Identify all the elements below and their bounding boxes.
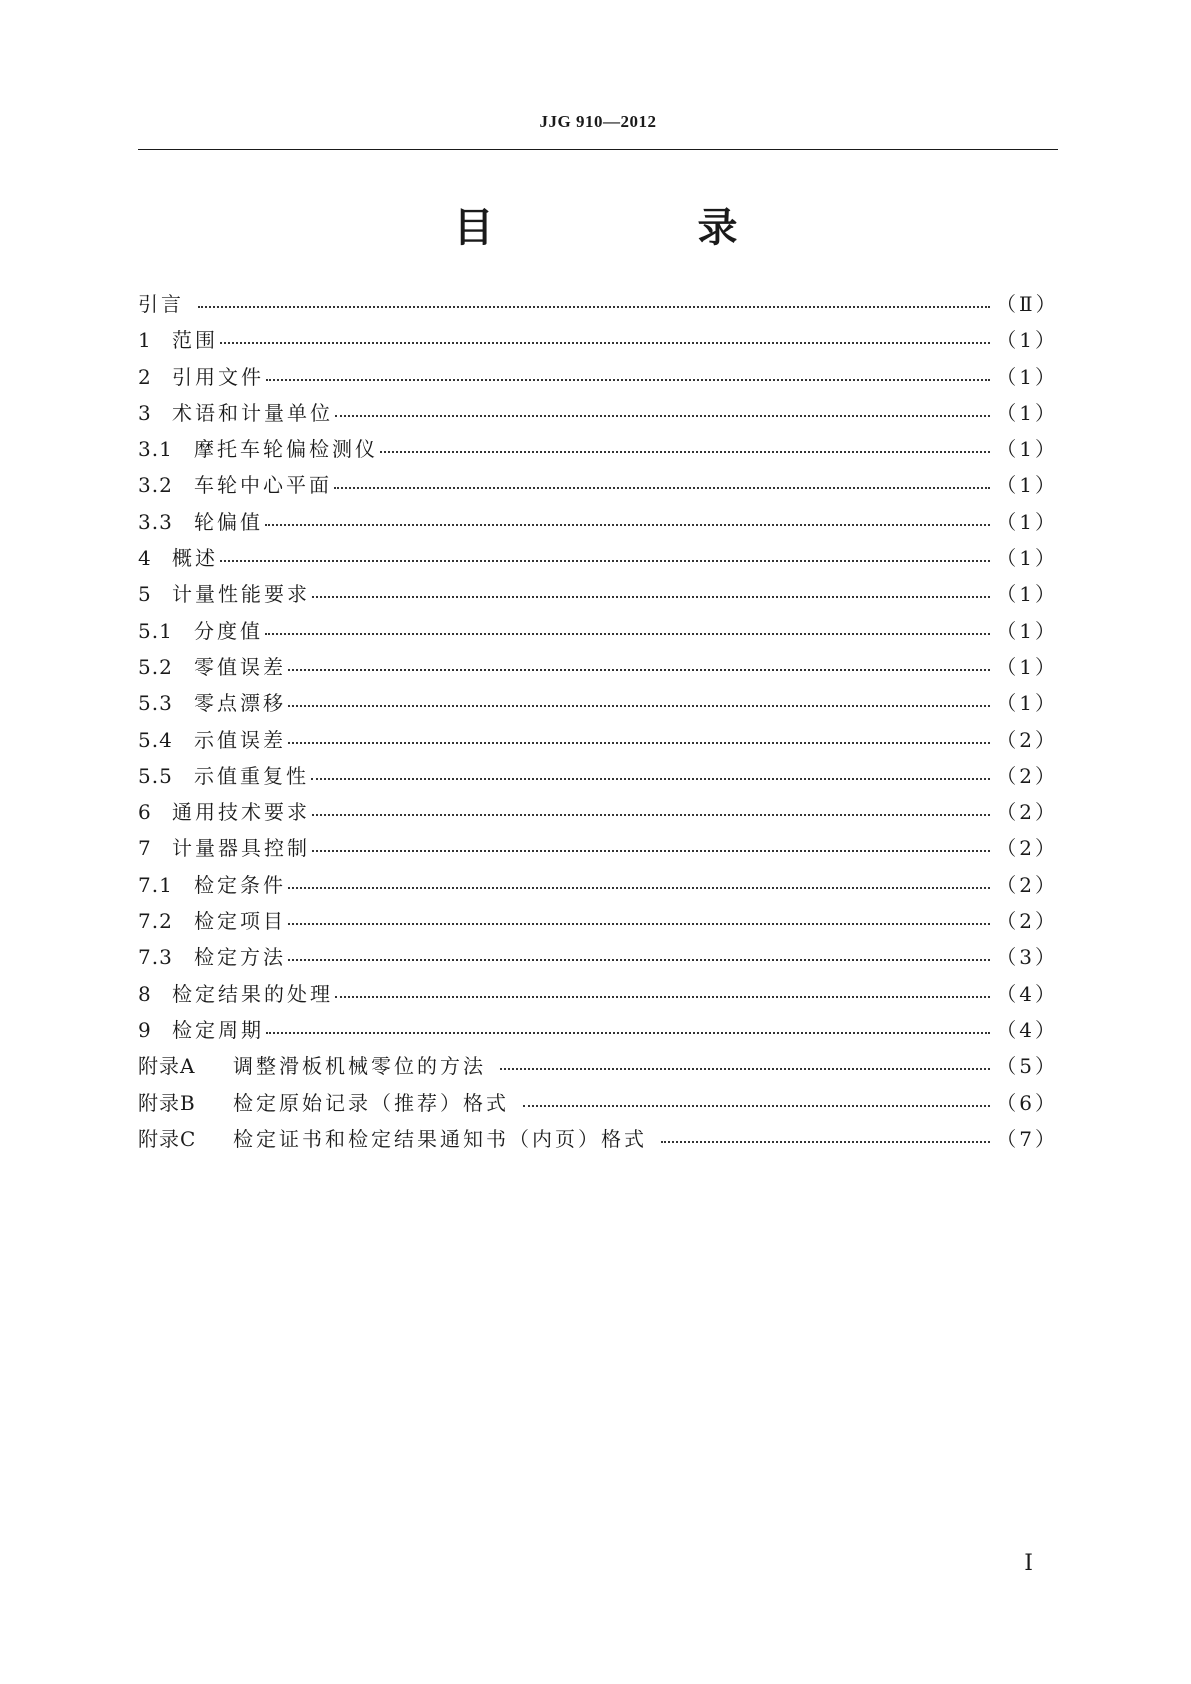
toc-dot-leader (312, 581, 990, 601)
toc-dot-leader (220, 545, 990, 565)
toc-entry[interactable] (138, 288, 1058, 324)
toc-entry-label: 术语和计量单位 (172, 400, 333, 425)
toc-entry-page: （1） (996, 546, 1058, 571)
toc-entry-label: 引用文件 (172, 364, 264, 389)
toc-entry-number: 5.5 (138, 763, 173, 788)
toc-entry-page: （1） (996, 473, 1058, 498)
toc-entry-label: 概述 (172, 546, 218, 571)
toc-entry-page: （2） (996, 909, 1058, 934)
toc-entry-page: （1） (996, 364, 1058, 389)
toc-entry-page: （1） (996, 400, 1058, 425)
toc-entry-page: （2） (996, 836, 1058, 861)
toc-entry-number: 1 (138, 328, 152, 353)
toc-entry-page: （5） (996, 1054, 1058, 1079)
toc-dot-leader (312, 835, 990, 855)
toc-dot-leader (266, 1017, 990, 1037)
toc-entry-label: 摩托车轮偏检测仪 (194, 437, 378, 462)
toc-entry-page: （4） (996, 1017, 1058, 1042)
toc-entry-page: （3） (996, 945, 1058, 970)
toc-entry[interactable] (138, 578, 1058, 614)
toc-entry-page: （2） (996, 727, 1058, 752)
toc-entry-page: （1） (996, 691, 1058, 716)
toc-dot-leader (661, 1126, 990, 1146)
toc-dot-leader (288, 872, 990, 892)
toc-dot-leader (288, 727, 990, 747)
toc-entry-number: 5 (138, 582, 152, 607)
toc-entry-page: （1） (996, 654, 1058, 679)
toc-entry-label: 示值重复性 (194, 763, 309, 788)
toc-entry-number: 2 (138, 364, 152, 389)
toc-entry-label: 计量性能要求 (172, 582, 310, 607)
toc-entry-page: （7） (996, 1126, 1058, 1151)
toc-entry-number: 3.1 (138, 437, 173, 462)
toc-entry-number: 附录C (138, 1126, 197, 1151)
toc-dot-leader (288, 908, 990, 928)
toc-entry[interactable] (138, 433, 1058, 469)
toc-entry-number: 9 (138, 1017, 152, 1042)
toc-entry-page: （2） (996, 800, 1058, 825)
toc-entry-number: 5.3 (138, 691, 173, 716)
toc-entry-page: （1） (996, 328, 1058, 353)
toc-dot-leader (266, 364, 990, 384)
page-title: 目 录 (453, 205, 820, 251)
toc-dot-leader (288, 944, 990, 964)
toc-entry-label: 轮偏值 (194, 509, 263, 534)
toc-entry[interactable] (138, 1014, 1058, 1050)
toc-entry[interactable] (138, 651, 1058, 687)
toc-entry-label: 引言 (138, 292, 184, 316)
toc-entry[interactable] (138, 796, 1058, 832)
toc-entry[interactable] (138, 1087, 1058, 1123)
toc-entry-label: 分度值 (194, 618, 263, 643)
toc-entry-number: 3.3 (138, 509, 173, 534)
toc-entry-number: 附录B (138, 1090, 196, 1115)
toc-entry-label: 车轮中心平面 (194, 473, 332, 498)
toc-dot-leader (198, 291, 990, 311)
toc-entry[interactable] (138, 397, 1058, 433)
toc-entry-number: 5.1 (138, 618, 173, 643)
toc-entry-label: 检定方法 (194, 945, 286, 970)
toc-entry[interactable] (138, 978, 1058, 1014)
toc-entry-number: 8 (138, 981, 152, 1006)
toc-entry-page: （2） (996, 872, 1058, 897)
header-rule (138, 149, 1058, 150)
toc-dot-leader (288, 690, 990, 710)
toc-entry-number: 6 (138, 800, 152, 825)
toc-entry[interactable] (138, 760, 1058, 796)
toc-dot-leader (335, 981, 990, 1001)
toc-dot-leader (523, 1090, 990, 1110)
toc-entry-number: 4 (138, 546, 152, 571)
toc-entry-page: （Ⅱ） (996, 292, 1059, 316)
toc-entry-number: 附录A (138, 1054, 196, 1079)
toc-dot-leader (265, 509, 990, 529)
toc-entry[interactable] (138, 469, 1058, 505)
toc-entry-number: 7.2 (138, 909, 173, 934)
toc-entry[interactable] (138, 869, 1058, 905)
toc-entry-label: 示值误差 (194, 727, 286, 752)
toc-entry-number: 7.1 (138, 872, 173, 897)
toc-entry[interactable] (138, 361, 1058, 397)
toc-entry-number: 5.4 (138, 727, 173, 752)
toc-entry-label: 零点漂移 (194, 691, 286, 716)
toc-entry-number: 5.2 (138, 654, 173, 679)
toc-entry-label: 调整滑板机械零位的方法 (233, 1054, 486, 1079)
toc-entry-label: 检定条件 (194, 872, 286, 897)
toc-entry-number: 7.3 (138, 945, 173, 970)
toc-entry[interactable] (138, 941, 1058, 977)
toc-entry-label: 检定项目 (194, 909, 286, 934)
toc-entry-page: （4） (996, 981, 1058, 1006)
toc-dot-leader (335, 400, 990, 420)
toc-entry[interactable] (138, 905, 1058, 941)
toc-entry-page: （1） (996, 618, 1058, 643)
toc-entry[interactable] (138, 687, 1058, 723)
toc-entry-number: 3.2 (138, 473, 173, 498)
toc-dot-leader (288, 654, 990, 674)
toc-entry-page: （1） (996, 582, 1058, 607)
toc-entry-label: 检定结果的处理 (172, 981, 333, 1006)
toc-entry-label: 零值误差 (194, 654, 286, 679)
toc-entry-label: 范围 (172, 328, 218, 353)
toc-dot-leader (220, 327, 990, 347)
toc-entry[interactable] (138, 1123, 1058, 1159)
toc-entry-number: 7 (138, 836, 152, 861)
toc-entry-label: 检定证书和检定结果通知书（内页）格式 (233, 1126, 647, 1151)
toc-entry-page: （2） (996, 763, 1058, 788)
toc-entry-label: 通用技术要求 (172, 800, 310, 825)
toc-entry[interactable] (138, 724, 1058, 760)
toc-entry-label: 检定原始记录（推荐）格式 (233, 1090, 509, 1115)
toc-entry-label: 计量器具控制 (172, 836, 310, 861)
toc-dot-leader (380, 436, 990, 456)
toc-entry-page: （1） (996, 509, 1058, 534)
toc-dot-leader (334, 472, 990, 492)
page-number: Ⅰ (1024, 1550, 1033, 1575)
toc-dot-leader (500, 1053, 990, 1073)
running-header: JJG 910—2012 (539, 112, 657, 131)
toc-entry[interactable] (138, 542, 1058, 578)
toc-dot-leader (265, 618, 990, 638)
toc-entry-page: （6） (996, 1090, 1058, 1115)
toc-entry[interactable] (138, 832, 1058, 868)
table-of-contents (138, 288, 1058, 1159)
toc-entry-label: 检定周期 (172, 1017, 264, 1042)
toc-entry-number: 3 (138, 400, 152, 425)
toc-entry[interactable] (138, 1050, 1058, 1086)
toc-entry[interactable] (138, 506, 1058, 542)
toc-dot-leader (311, 763, 990, 783)
toc-entry[interactable] (138, 324, 1058, 360)
toc-entry[interactable] (138, 615, 1058, 651)
toc-entry-page: （1） (996, 437, 1058, 462)
toc-dot-leader (312, 799, 990, 819)
